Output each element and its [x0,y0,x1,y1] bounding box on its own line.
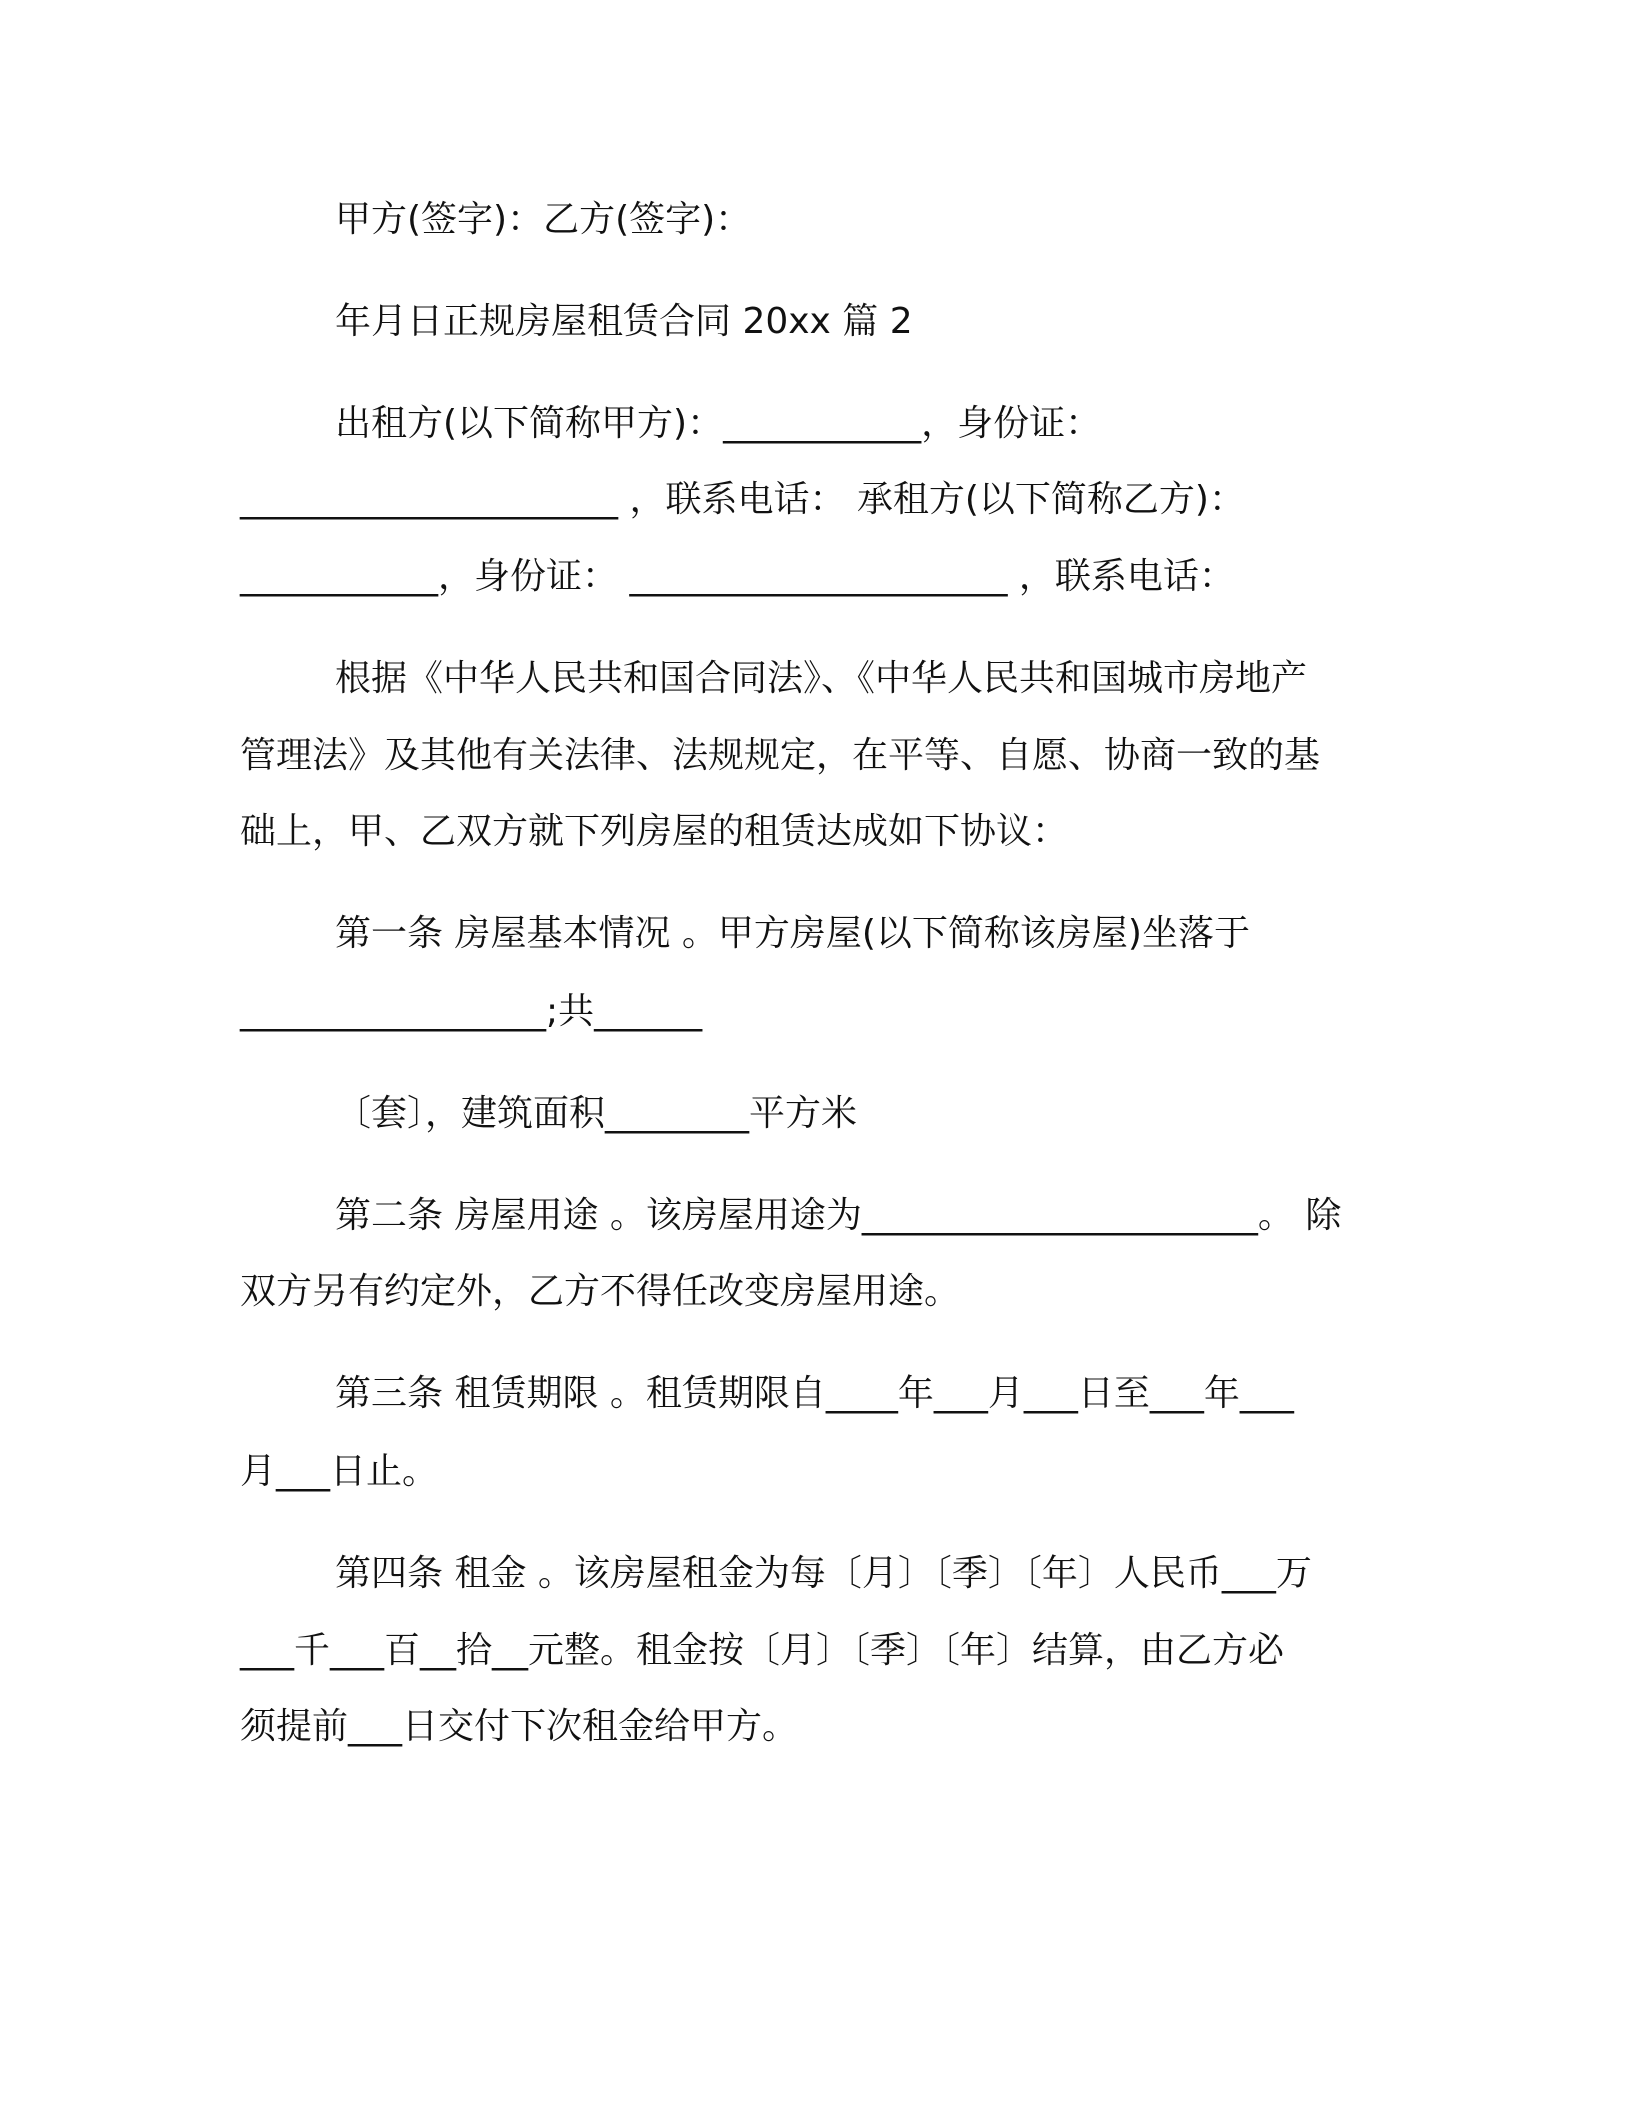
article-4-line-2: ___千___百__拾__元整。租金按〔月〕〔季〕〔年〕结算，由乙方必 [240,1630,1285,1671]
article-4-line-3: 须提前___日交付下次租金给甲方。 [240,1706,799,1747]
article-1-line-2: _________________;共______ [240,991,703,1032]
preamble-line-2: 管理法》及其他有关法律、法规规定，在平等、自愿、协商一致的基 [240,735,1321,776]
lessee-line: ___________，身份证： _____________________ ，联系电话： [240,556,1235,597]
lessor-contact-line: _____________________ ，联系电话： 承租方(以下简称乙方)： [240,479,1245,520]
article-4-line-1: 第四条 租金 。该房屋租金为每〔月〕〔季〕〔年〕人民币___万 [335,1553,1312,1594]
article-1-line-3: 〔套〕，建筑面积________平方米 [335,1093,858,1134]
article-2-line-2: 双方另有约定外，乙方不得任改变房屋用途。 [240,1271,961,1312]
preamble-line-3: 础上，甲、乙双方就下列房屋的租赁达成如下协议： [240,811,1069,852]
article-1-line-1: 第一条 房屋基本情况 。甲方房屋(以下简称该房屋)坐落于 [335,913,1250,954]
contract-title: 年月日正规房屋租赁合同 20xx 篇 2 [335,301,913,342]
article-2-line-1: 第二条 房屋用途 。该房屋用途为______________________。 除 [335,1195,1342,1236]
lessor-line: 出租方(以下简称甲方)：___________，身份证： [335,403,1102,444]
article-3-line-1: 第三条 租赁期限 。租赁期限自____年___月___日至___年___ [335,1373,1294,1414]
article-3-line-2: 月___日止。 [240,1451,439,1492]
preamble-line-1: 根据《中华人民共和国合同法》、《中华人民共和国城市房地产 [335,658,1308,699]
signature-line: 甲方(签字)：乙方(签字)： [335,199,752,240]
